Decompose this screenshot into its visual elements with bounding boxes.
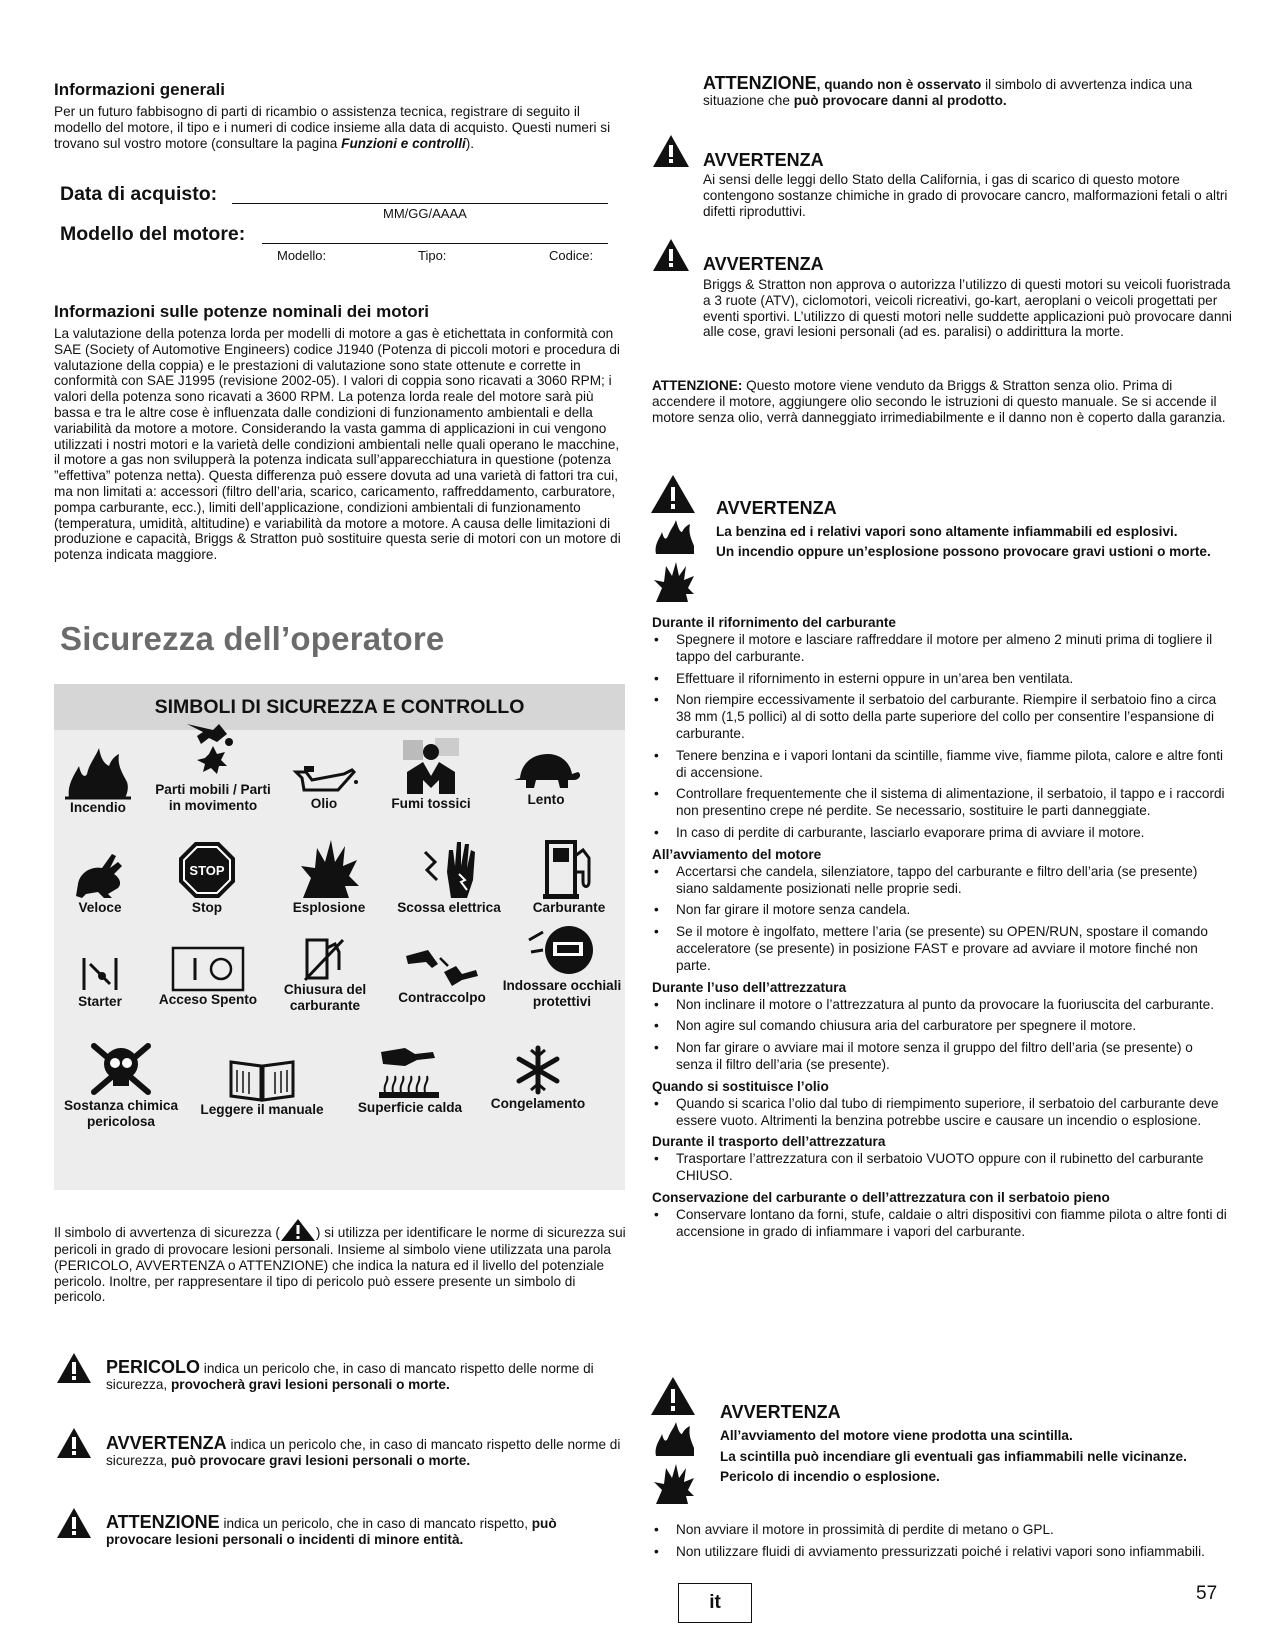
symbol-label: Incendio: [70, 800, 126, 815]
on-off-icon: [171, 946, 245, 992]
symbol-label: Esplosione: [292, 900, 366, 915]
list-item: • Non agire sul comando chiusura aria del carburatore per spegnere il motore.: [652, 1018, 1232, 1035]
stop-sign-icon: [177, 840, 237, 900]
oil-can-icon: [290, 760, 358, 796]
fire-icon: [63, 744, 133, 800]
symbol-label: Indossare occhiali protettivi: [502, 978, 622, 1009]
transport-list: [652, 1151, 1232, 1185]
warning-1-text: Ai sensi delle leggi dello Stato della California, i gas di scarico di questo motore contengono sostanze chimiche in grado di provocare cancro, malformazioni fetali o altri difetti riproduttivi.: [703, 172, 1228, 219]
symbol-label: Sostanza chimica pericolosa: [63, 1098, 179, 1129]
symbol-explosion: [274, 838, 384, 916]
symbol-eye-protection: [498, 922, 626, 1009]
moving-parts-icon: [183, 720, 243, 782]
safety-alert-icon: [280, 1218, 316, 1242]
storage-heading: Conservazione del carburante o dell’attrezzatura con il serbatoio pieno: [652, 1189, 1110, 1205]
symbol-label: Scossa elettrica: [397, 900, 501, 915]
use-heading: Durante l’uso dell’attrezzatura: [652, 979, 847, 995]
symbol-kickback: [382, 946, 502, 1006]
symbol-label: Veloce: [78, 900, 122, 915]
purchase-date-hint: MM/GG/AAAA: [383, 206, 467, 221]
symbol-freezing: [482, 1044, 594, 1112]
symbol-on-off: [150, 946, 266, 1008]
symbol-label: Starter: [78, 994, 122, 1009]
symbol-label: Superficie calda: [357, 1100, 463, 1115]
symbol-electric-shock: [384, 836, 514, 916]
transport-heading: Durante il trasporto dell’attrezzatura: [652, 1134, 886, 1150]
fuel-shutoff-icon: [303, 936, 347, 982]
warning-2-text: Briggs & Stratton non approva o autorizza l’utilizzo di questi motori su veicoli fuoristrada a 3 ruote (ATV), ciclomotori, veicoli ricreativi, go-kart, aeroplani o veicoli progettati per eventi sportivi. L’utilizzo di questi motori nelle suddette applicazioni può provocare danni alle cose, gravi lesioni personali (ad es. paralisi) o addirittura la morte.: [703, 277, 1232, 340]
final-list: [652, 1522, 1232, 1561]
symbol-label: Stop: [191, 900, 223, 915]
explosion-icon: [297, 838, 361, 900]
symbol-toxic-fumes: [376, 736, 486, 812]
symbol-fire: [54, 744, 142, 816]
refuel-list: [652, 632, 1232, 842]
code-hint: Codice:: [549, 248, 594, 263]
list-item: • Se il motore è ingolfato, mettere l’aria (se presente) su OPEN/RUN, spostare il comando acceleratore (se presente) in posizione FAST e provare ad avviare il motore finché non parte.: [652, 924, 1232, 974]
symbol-label: Acceso Spento: [158, 992, 258, 1007]
power-info-heading: Informazioni sulle potenze nominali dei motori: [54, 302, 429, 321]
purchase-date-line[interactable]: [232, 184, 608, 204]
symbols-heading: SIMBOLI DI SICUREZZA E CONTROLLO: [54, 684, 625, 730]
kickback-icon: [404, 946, 480, 990]
symbol-read-manual: [198, 1054, 326, 1118]
general-info-text: Per un futuro fabbisogno di parti di ricambio o assistenza tecnica, registrare di seguito il modello del motore, il tipo e i numeri di codice insieme alla data di acquisto. Questi numeri si trovano sul vostro motore (consultare la pagina Funzioni e controlli).: [54, 104, 611, 151]
symbol-moving-parts: [148, 720, 278, 813]
symbol-label: Lento: [527, 792, 565, 807]
symbols-box: [54, 684, 625, 1190]
warning-alert-icon: [56, 1427, 92, 1459]
warning-definition: AVVERTENZA indica un pericolo che, in caso di mancato rispetto delle norme di sicurezza, può provocare gravi lesioni personali o morte.: [106, 1433, 621, 1468]
list-item: • Controllare frequentemente che il sistema di alimentazione, il serbatoio, il tappo e i raccordi non presentino crepe né perdite. Se necessario, sostituire le parti danneggiate.: [652, 786, 1232, 820]
symbol-stop: [164, 840, 250, 916]
start-list: [652, 864, 1232, 975]
list-item: • Non avviare il motore in prossimità di perdite di metano o GPL.: [652, 1522, 1232, 1539]
stop-sign-text: STOP: [189, 863, 225, 878]
danger-definition: PERICOLO indica un pericolo che, in caso di mancato rispetto delle norme di sicurezza, provocherà gravi lesioni personali o morte.: [106, 1357, 594, 1392]
symbol-label: Congelamento: [490, 1096, 586, 1111]
list-item: • In caso di perdite di carburante, lasciarlo evaporare prima di avviare il motore.: [652, 825, 1232, 842]
fuel-pump-icon: [541, 836, 597, 900]
warning-2-title: AVVERTENZA: [703, 254, 824, 274]
engine-model-line[interactable]: [262, 224, 608, 244]
symbol-label: Olio: [310, 796, 338, 811]
page-number: 57: [1196, 1583, 1218, 1604]
warning-4-text: All’avviamento del motore viene prodotta una scintilla. La scintilla può incendiare gli eventuali gas infiammabili nelle vicinanze. Pericolo di incendio o esplosione.: [720, 1428, 1187, 1484]
symbol-label: Carburante: [532, 900, 606, 915]
warning-4-fire-icon: [652, 1420, 696, 1458]
type-hint: Tipo:: [418, 248, 447, 263]
symbol-fuel: [520, 836, 618, 916]
list-item: • Quando si scarica l’olio dal tubo di riempimento superiore, il serbatoio del carburante deve essere vuoto. Altrimenti la benzina potrebbe uscire e causare un incendio o esplosione.: [652, 1096, 1232, 1130]
list-item: • Trasportare l’attrezzatura con il serbatoio VUOTO oppure con il rubinetto del carburante CHIUSO.: [652, 1151, 1232, 1185]
warning-3-explosion-icon: [652, 560, 696, 604]
notice-definition: ATTENZIONE, quando non è osservato il simbolo di avvertenza indica una situazione che può provocare danni al prodotto.: [703, 73, 1193, 108]
refuel-heading: Durante il rifornimento del carburante: [652, 615, 896, 630]
warning-3-title: AVVERTENZA: [716, 498, 837, 518]
turtle-icon: [510, 748, 582, 792]
list-item: • Conservare lontano da forni, stufe, caldaie o altri dispositivi con fiamme pilota o altre fonti di accensione in grado di infiammare i vapori del carburante.: [652, 1207, 1232, 1241]
symbol-fast: [60, 844, 140, 916]
language-tab: it: [678, 1583, 752, 1623]
model-hint: Modello:: [277, 248, 327, 263]
safety-instructions: [652, 612, 1232, 1246]
caution-alert-icon: [56, 1507, 92, 1539]
toxic-fumes-icon: [399, 736, 463, 796]
symbol-label: Fumi tossici: [391, 796, 471, 811]
symbol-oil: [284, 760, 364, 812]
list-item: • Non riempire eccessivamente il serbatoio del carburante. Riempire il serbatoio fino a circa 38 mm (1,5 pollici) al di sotto della parte superiore del collo per consentire l’espansione di carburante.: [652, 692, 1232, 742]
list-item: • Spegnere il motore e lasciare raffreddare il motore per almeno 2 minuti prima di togliere il tappo del carburante.: [652, 632, 1232, 666]
oil-change-list: [652, 1096, 1232, 1130]
danger-alert-icon: [56, 1352, 92, 1384]
hot-surface-icon: [375, 1044, 445, 1100]
list-item: • Non far girare il motore senza candela.: [652, 902, 1232, 919]
warning-3-fire-icon: [652, 518, 696, 556]
final-instructions: [652, 1522, 1232, 1566]
list-item: • Effettuare il rifornimento in esterni oppure in un’area ben ventilata.: [652, 671, 1232, 688]
symbol-label: Chiusura del carburante: [283, 982, 367, 1013]
general-info-heading: Informazioni generali: [54, 80, 225, 99]
safety-glasses-icon: [527, 922, 597, 978]
use-list: [652, 997, 1232, 1074]
warning-4-title: AVVERTENZA: [720, 1402, 841, 1422]
list-item: • Accertarsi che candela, silenziatore, tappo del carburante e filtro dell’aria (se presente) siano saldamente posizionati nelle proprie sedi.: [652, 864, 1232, 898]
list-item: • Tenere benzina e i vapori lontani da scintille, fiamme vive, fiamme pilota, calore e altre fonti di accensione.: [652, 748, 1232, 782]
snowflake-icon: [513, 1044, 563, 1096]
caution-definition: ATTENZIONE indica un pericolo, che in caso di mancato rispetto, può provocare lesioni personali o incidenti di minore entità.: [106, 1512, 557, 1547]
symbol-label: Parti mobili / Parti in movimento: [155, 782, 271, 813]
warning-3-text: La benzina ed i relativi vapori sono altamente infiammabili ed esplosivi. Un incendio oppure un’esplosione possono provocare gravi ustioni o morte.: [716, 524, 1211, 559]
list-item: • Non inclinare il motore o l’attrezzatura al punto da provocare la fuoriuscita del carburante.: [652, 997, 1232, 1014]
symbol-label: Leggere il manuale: [200, 1102, 324, 1117]
symbol-hot-surface: [344, 1044, 476, 1116]
warning-4-alert-icon: [650, 1376, 696, 1416]
engine-model-label: Modello del motore:: [60, 223, 246, 245]
list-item: • Non utilizzare fluidi di avviamento pressurizzati poiché i relativi vapori sono infiammabili.: [652, 1544, 1232, 1561]
rabbit-icon: [72, 844, 128, 900]
power-info-text: La valutazione della potenza lorda per modelli di motore a gas è etichettata in conformità con SAE (Society of Automotive Engineers) codice J1940 (Potenza di piccoli motori e procedura di valutazione della coppia) e le prestazioni di valutazione sono state ottenute e corrette in conformità con SAE J1995 (revisione 2002-05). I valori di coppia sono ricavati a 3060 RPM; i valori della potenza sono ricavati a 3600 RPM. La potenza lorda reale del motore sarà più bassa e tra le altre cose è influenzata dalle condizioni di funzionamento ambientali e della variabilità da motore a motore. Considerando la vasta gamma di applicazioni in cui vengono utilizzati i nostri motori e la varietà delle condizioni ambientali nelle quali operano le macchine, il motore a gas non svilupperà la potenza indicata sull’apparecchiatura in questione (potenza ”effettiva” potenza netta). Questa differenza può essere dovuta ad una varietà di fattori tra cui, ma non limitati a: accessori (filtro dell’aria, scarico, caricamento, raffreddamento, carburatore, pompa carburante, ecc.), limiti dell’applicazione, condizioni ambientali di funzionamento (temperatura, umidità, altitudine) e variabilità da motore a motore. A causa delle limitazioni di produzione e capacità, Briggs & Stratton può sostituire questa serie di motori con un motore di potenza indicata maggiore.: [54, 326, 621, 563]
start-heading: All’avviamento del motore: [652, 846, 822, 862]
manual-book-icon: [227, 1054, 297, 1102]
oil-notice: ATTENZIONE: Questo motore viene venduto da Briggs & Stratton senza olio. Prima di accendere il motore, aggiungere olio secondo le istruzioni di questo manuale. Se si accende il motore senza olio, verrà danneggiato irrimediabilmente e il danno non è coperto dalla garanzia.: [652, 378, 1226, 425]
symbol-label: Contraccolpo: [398, 990, 486, 1005]
warning-3-alert-icon: [650, 474, 696, 514]
alert-explanation: Il simbolo di avvertenza di sicurezza ( ) si utilizza per identificare le norme di sicurezza sui pericoli in grado di provocare lesioni personali. Insieme al simbolo viene utilizzata una parola (PERICOLO, AVVERTENZA o ATTENZIONE) che indica la natura ed il livello del potenziale pericolo. Inoltre, per rappresentare il tipo di pericolo può essere presente un simbolo di pericolo.: [54, 1218, 626, 1305]
warning-1-title: AVVERTENZA: [703, 150, 824, 170]
electric-shock-icon: [417, 836, 481, 900]
warning-2-alert-icon: [652, 238, 690, 272]
list-item: • Non far girare o avviare mai il motore senza il gruppo del filtro dell’aria (se presente) o senza il filtro dell’aria (se presente).: [652, 1040, 1232, 1074]
symbol-slow: [498, 748, 594, 808]
section-title: Sicurezza dell’operatore: [60, 620, 445, 657]
warning-1-alert-icon: [652, 134, 690, 168]
symbol-starter: [60, 954, 140, 1010]
oil-change-heading: Quando si sostituisce l’olio: [652, 1078, 829, 1094]
warning-4-explosion-icon: [652, 1462, 696, 1506]
storage-list: [652, 1207, 1232, 1241]
symbol-hazardous-chemical: [56, 1040, 186, 1129]
choke-icon: [80, 954, 120, 994]
skull-icon: [88, 1040, 154, 1098]
symbol-fuel-shutoff: [270, 936, 380, 1013]
purchase-date-label: Data di acquisto:: [60, 183, 218, 205]
